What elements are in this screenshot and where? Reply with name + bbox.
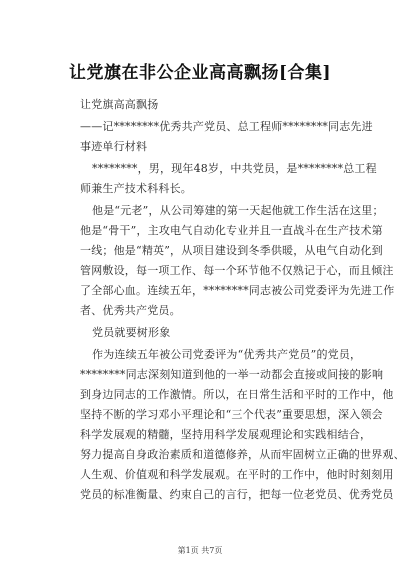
text-line: 努力提高自身政治素质和道德修养，从而牢固树立正确的世界观、 <box>80 448 405 461</box>
section-heading: 党员就要树形象 <box>92 326 171 339</box>
text-line: 者、优秀共产党员。 <box>80 304 181 317</box>
text-line: 到身边同志的工作激情。所以，在日常生活和平时的工作中，他 <box>80 388 394 401</box>
document-title: 让党旗在非公企业高高飘扬[合集] <box>68 63 332 83</box>
text-line: 坚持不断的学习邓小平理论和“三个代表”重要思想，深入领会 <box>80 408 383 421</box>
text-line: 了全部心血。连续五年，********同志被公司党委评为先进工作 <box>80 284 395 297</box>
text-line: 让党旗高高飘扬 <box>80 98 159 111</box>
page-footer: 第1页 共7页 <box>177 546 223 555</box>
text-line: 他是“元老”，从公司筹建的第一天起他就工作生活在这里； <box>92 204 384 217</box>
text-line: ********，男，现年48岁，中共党员，是********总工程 <box>92 162 377 175</box>
text-line: 党员的标准衡量、约束自己的言行，把每一位老党员、优秀党员 <box>80 488 394 501</box>
text-line: 作为连续五年被公司党委评为“优秀共产党员”的党员， <box>92 348 362 361</box>
text-line: 一线；他是“精英”，从项目建设到冬季供暖，从电气自动化到 <box>80 244 383 257</box>
text-line: 科学发展观的精髓，坚持用科学发展观理论和实践相结合， <box>80 428 372 441</box>
text-line: 他是“骨干”，主攻电气自动化专业并且一直战斗在生产技术第 <box>80 224 383 237</box>
text-line: ********同志深刻知道到他的一举一动都会直接或间接的影响 <box>80 368 384 381</box>
text-line: 事迹单行材料 <box>80 140 148 153</box>
text-line: 管网敷设，每一项工作、每一个环节他不仅熟记于心，而且倾注 <box>80 264 394 277</box>
text-line: ——记********优秀共产党员、总工程师********同志先进 <box>80 120 373 133</box>
text-line: 师兼生产技术科科长。 <box>80 182 192 195</box>
text-line: 人生观、价值观和科学发展观。在平时的工作中，他时时刻刻用 <box>80 468 394 481</box>
